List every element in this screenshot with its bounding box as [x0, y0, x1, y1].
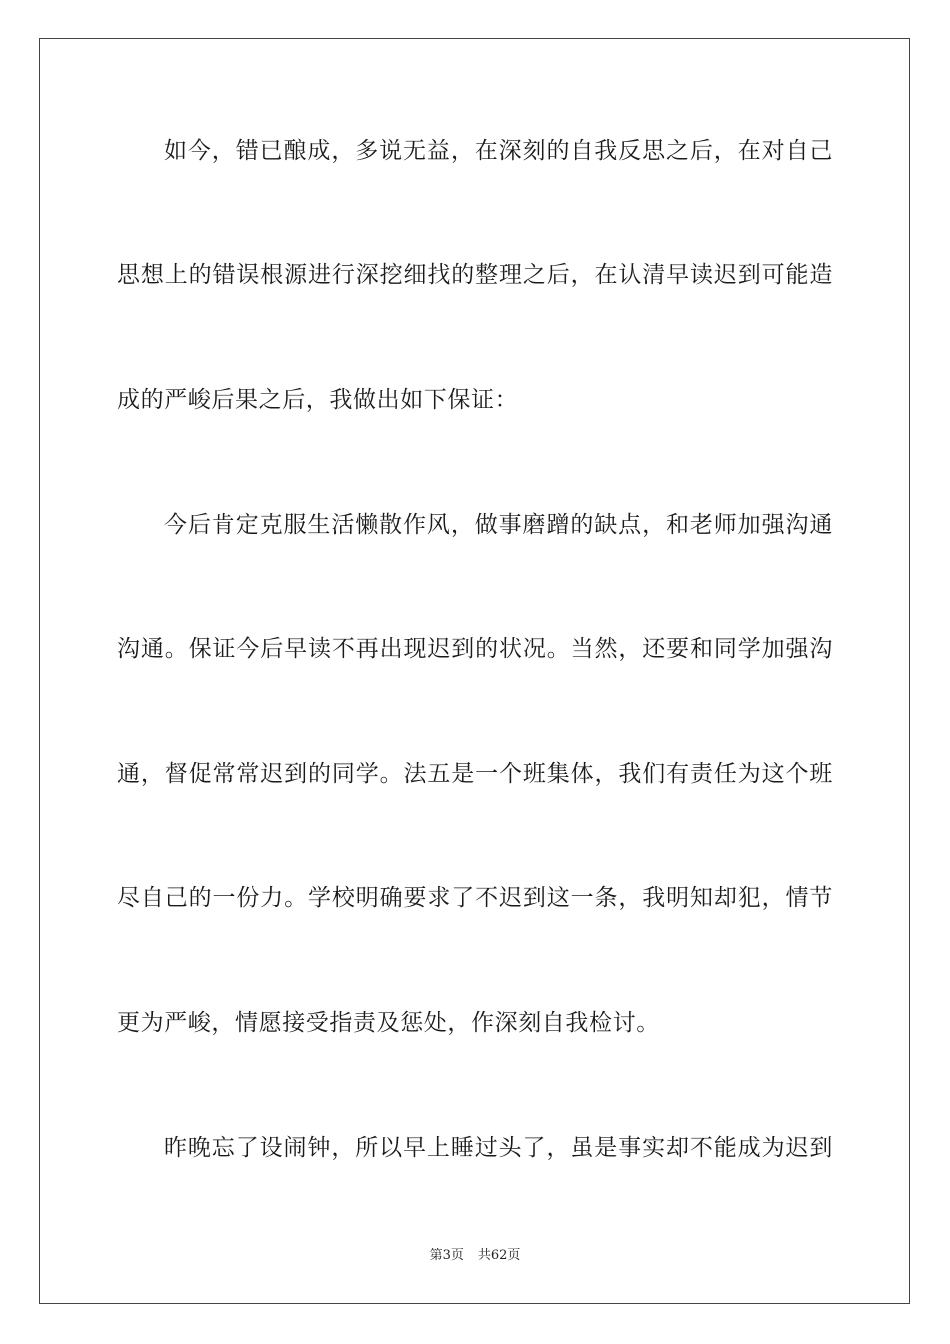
page-number: 第3页: [429, 1248, 464, 1263]
text-line: 如今，错已酿成，多说无益，在深刻的自我反思之后，在对自己: [164, 138, 833, 164]
text-line: 昨晚忘了设闹钟，所以早上睡过头了，虽是事实却不能成为迟到: [164, 1135, 833, 1161]
page-total: 共62页: [477, 1248, 521, 1263]
text-line: 通，督促常常迟到的同学。法五是一个班集体，我们有责任为这个班: [117, 761, 833, 787]
page-footer: [0, 1248, 950, 1264]
text-line: 成的严峻后果之后，我做出如下保证：: [117, 387, 519, 413]
text-line: 今后肯定克服生活懒散作风，做事磨蹭的缺点，和老师加强沟通: [164, 512, 833, 538]
text-line: 更为严峻，情愿接受指责及惩处，作深刻自我检讨。: [117, 1010, 660, 1036]
text-line: 思想上的错误根源进行深挖细找的整理之后，在认清早读迟到可能造: [117, 262, 833, 288]
page-frame: [39, 38, 910, 1304]
text-line: 尽自己的一份力。学校明确要求了不迟到这一条，我明知却犯，情节: [117, 885, 833, 911]
text-line: 沟通。保证今后早读不再出现迟到的状况。当然，还要和同学加强沟: [117, 636, 833, 662]
